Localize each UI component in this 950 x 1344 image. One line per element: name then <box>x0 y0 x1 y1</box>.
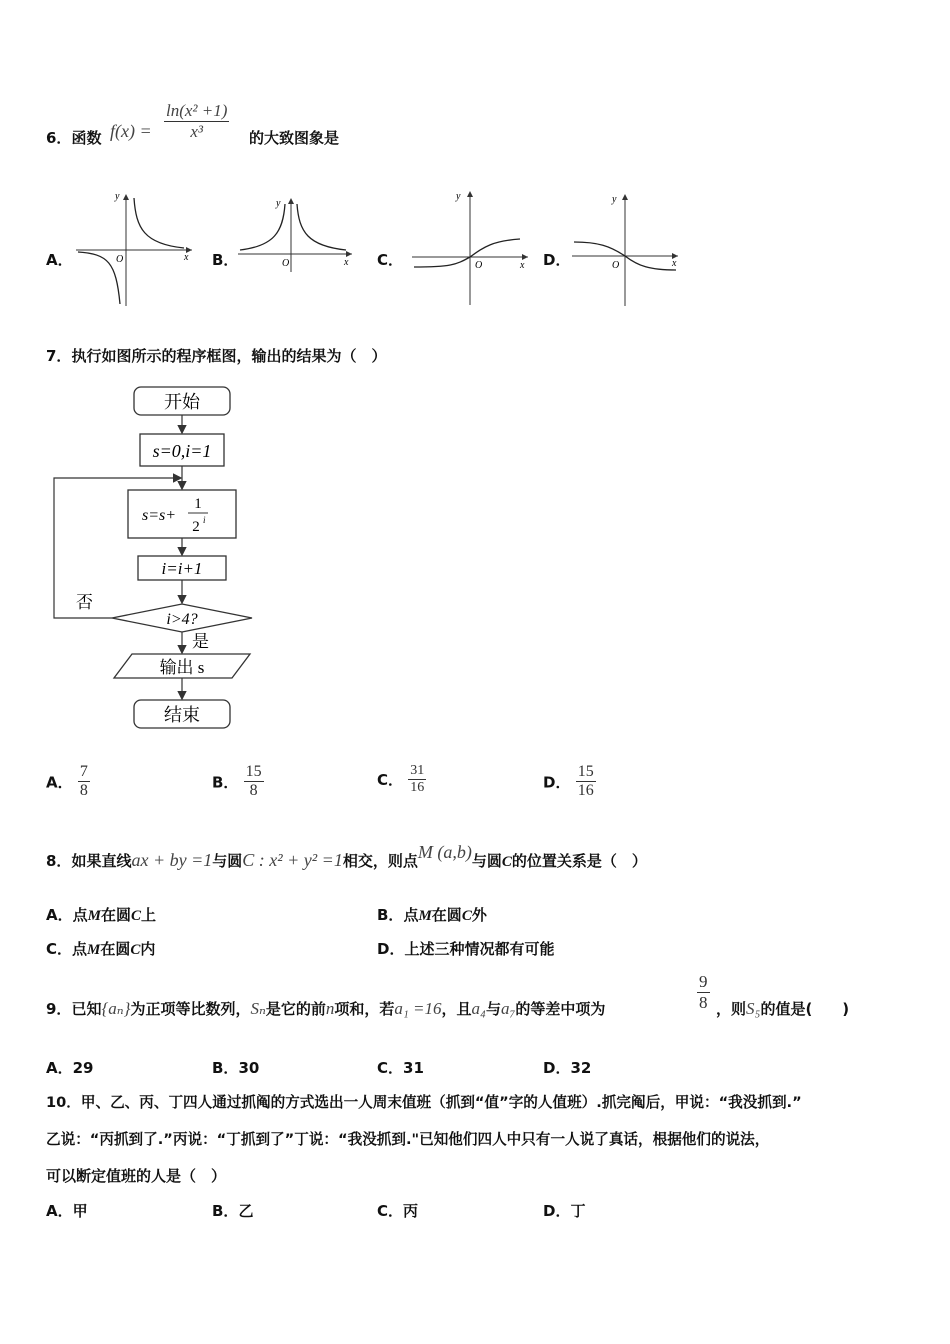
x-label: x <box>520 260 525 271</box>
q7-option-d: D． $\frac{15}{16}$ <box>543 763 594 800</box>
q6-graph-c <box>410 185 532 309</box>
q6-function-name: f(x) = <box>110 121 152 141</box>
y-axis-arrow-icon <box>123 194 129 200</box>
flow-step1-lhs: s=s+ <box>142 507 177 524</box>
q9-option-c: C．31 <box>377 1059 424 1077</box>
flow-init-label: s=0,i=1 <box>152 441 212 461</box>
flow-step1-den: 2 <box>192 519 200 535</box>
origin-label: O <box>116 254 124 265</box>
q8-option-d: D．上述三种情况都有可能 <box>377 940 555 958</box>
q8-option-a: A．点M在圆C上 <box>46 906 157 924</box>
q9-option-a: A．29 <box>46 1059 94 1077</box>
q10-option-a: A．甲 <box>46 1202 88 1220</box>
curve-right <box>297 204 346 250</box>
q10-line2: 乙说：“丙抓到了.”丙说：“丁抓到了”丁说：“我没抓到."已知他们四人中只有一人说了真话，根据他们的说法， <box>46 1131 770 1148</box>
origin-label: O <box>282 258 290 269</box>
q8-option-b: B．点M在圆C外 <box>377 906 487 924</box>
q6-option-b-label: B． <box>212 251 239 269</box>
y-axis-arrow-icon <box>288 198 294 204</box>
q6-graph-a <box>72 188 196 310</box>
y-label: y <box>115 191 120 202</box>
origin-label: O <box>612 260 620 271</box>
curve-left <box>240 204 285 250</box>
q6-graph-b <box>236 192 356 276</box>
q8-point: M (a,b) <box>417 842 472 862</box>
y-label: y <box>276 198 281 209</box>
q8-circle-equation: C : x² + y² =1 <box>242 850 343 870</box>
q6-option-c-label: C． <box>377 251 404 269</box>
q6-number: 6． <box>46 129 72 147</box>
q10-option-b: B．乙 <box>212 1202 254 1220</box>
q6-option-a-label: A． <box>46 251 73 269</box>
q9-stem-part1: 9．已知{aₙ}为正项等比数列，Sₙ是它的前n项和，若a₁ =16，且a₄与a₇的等差中项为 <box>46 999 606 1018</box>
q7-option-b: B． $\frac{15}{8}$ <box>212 763 262 800</box>
flow-decision-label: i>4? <box>166 611 198 628</box>
flow-step2-label: i=i+1 <box>161 559 203 578</box>
q8-option-c: C．点M在圆C内 <box>46 940 156 958</box>
origin-label: O <box>475 260 483 271</box>
q7-option-c: C． $\frac{31}{16}$ <box>377 763 425 796</box>
q9-option-b: B．30 <box>212 1059 260 1077</box>
flow-yes-label: 是 <box>192 632 209 651</box>
curve <box>414 239 520 267</box>
flow-start-label: 开始 <box>164 392 200 412</box>
q10-option-d: D．丁 <box>543 1202 586 1220</box>
q9-fraction: $\frac{9}{8}$ <box>699 972 708 1012</box>
x-label: x <box>184 252 189 263</box>
flow-step1-exp: i <box>203 515 206 525</box>
q10-option-c: C．丙 <box>377 1202 419 1220</box>
q9-stem-part2: ，则S₅的值是( ) <box>716 999 850 1018</box>
q10-line1: 10．甲、乙、丙、丁四人通过抓阄的方式选出一人周末值班（抓到“值”字的人值班）.抓完阄后，甲说：“我没抓到.” <box>46 1094 802 1111</box>
q7-text: 执行如图所示的程序框图，输出的结果为（ ） <box>71 347 387 365</box>
y-axis-arrow-icon <box>622 194 628 200</box>
flow-output-label: 输出 s <box>159 658 205 677</box>
q6-stem <box>46 127 101 148</box>
q7-stem: 7．执行如图所示的程序框图，输出的结果为（ ） <box>46 347 387 365</box>
x-label: x <box>672 258 677 269</box>
q6-fraction: $\frac{\text{ln(x² +1)}}{\text{x³}}$ <box>166 101 228 141</box>
q9-sequence: {aₙ} <box>101 999 131 1018</box>
q6-graph-d <box>570 188 682 310</box>
q8-stem: 8．如果直线ax + by =1与圆C : x² + y² =1相交，则点M (a,b)与圆C的位置关系是（ ） <box>46 842 647 870</box>
q7-flowchart <box>48 382 260 734</box>
flow-step1-num: 1 <box>194 496 202 512</box>
flow-no-label: 否 <box>76 593 93 612</box>
q9-option-d: D．32 <box>543 1059 592 1077</box>
q6-option-d-label: D． <box>543 251 571 269</box>
q6-tail: 的大致图象是 <box>249 129 340 147</box>
q8-line-equation: ax + by =1 <box>131 850 213 870</box>
x-label: x <box>344 257 349 268</box>
y-label: y <box>456 191 461 202</box>
q6-lead: 函数 <box>71 129 102 147</box>
y-axis-arrow-icon <box>467 191 473 197</box>
curve-right <box>134 198 184 248</box>
y-label: y <box>612 194 617 205</box>
q7-option-a: A． $\frac{7}{8}$ <box>46 763 88 800</box>
q10-line3: 可以断定值班的人是（ ） <box>46 1167 227 1185</box>
flow-end-label: 结束 <box>164 705 200 725</box>
curve-left <box>78 252 120 304</box>
